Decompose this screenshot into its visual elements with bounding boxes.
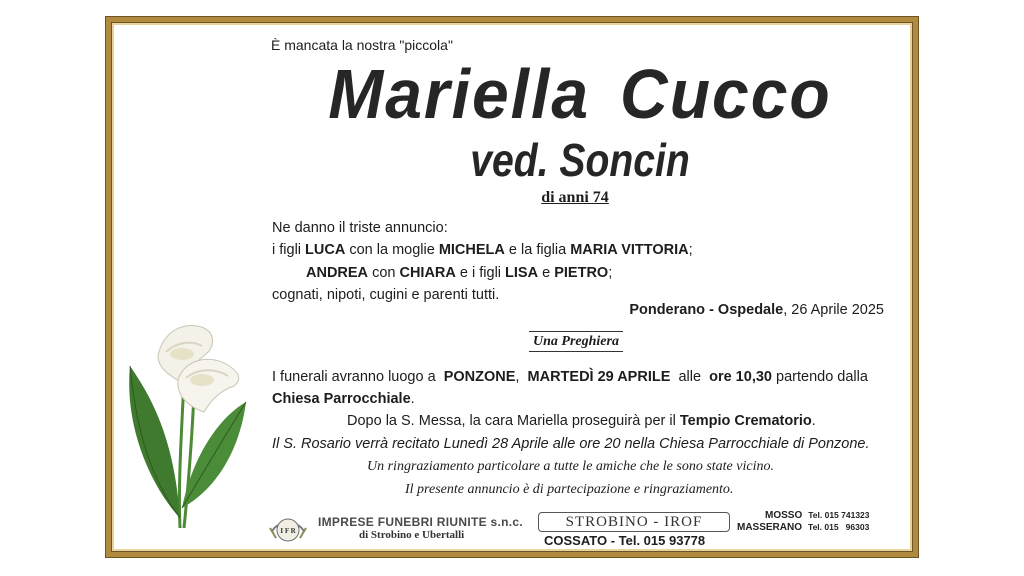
text: ,	[515, 369, 520, 385]
church: Chiesa Parrocchiale	[272, 391, 411, 407]
text: i figli	[272, 242, 302, 258]
office-phone: Tel. 015 96303	[808, 522, 870, 532]
age: di anni 74	[541, 189, 609, 206]
text: con	[372, 265, 396, 281]
funeral-day: MARTEDÌ 29 APRILE	[527, 369, 671, 385]
text: .	[811, 413, 816, 429]
text: e la figlia	[508, 242, 567, 258]
funeral-line-3	[347, 413, 816, 429]
announcement-line-4: cognati, nipoti, cugini e parenti tutti.	[272, 287, 500, 303]
relative-name: PIETRO	[554, 265, 609, 281]
company-owners: di Strobino e Ubertalli	[359, 529, 465, 541]
logo-letters: I F R	[280, 527, 296, 535]
announcement-line-1: Ne danno il triste annuncio:	[272, 220, 448, 236]
office-phone: Tel. 015 741323	[808, 510, 870, 520]
relative-name: MARIA VITTORIA	[570, 242, 689, 258]
crematorium: Tempio Crematorio	[679, 413, 812, 429]
text: alle	[678, 369, 702, 385]
announcement-line-2	[272, 242, 693, 258]
notice-line: Il presente annuncio è di partecipazione e ringraziamento.	[405, 482, 734, 497]
text: e	[542, 265, 551, 281]
place: Ponderano - Ospedale	[629, 302, 784, 318]
calla-lily-image	[122, 318, 250, 533]
relative-name: CHIARA	[399, 265, 456, 281]
office-masserano	[737, 522, 869, 533]
thanks-line: Un ringraziamento particolare a tutte le amiche che le sono state vicino.	[367, 459, 774, 474]
text: I funerali avranno luogo a	[272, 369, 436, 385]
office-name: MOSSO	[765, 510, 803, 521]
relative-name: MICHELA	[438, 242, 505, 258]
date: , 26 Aprile 2025	[783, 302, 884, 318]
text: con la moglie	[349, 242, 435, 258]
text: ;	[688, 242, 693, 258]
relative-name: LISA	[505, 265, 539, 281]
office-name: MASSERANO	[737, 522, 803, 533]
funeral-line-1	[272, 369, 868, 385]
deceased-name	[300, 54, 860, 134]
widow-of: ved. Soncin	[470, 134, 690, 186]
last-name: Cucco	[620, 55, 832, 133]
intro-text: È mancata la nostra "piccola"	[271, 37, 453, 53]
first-name: Mariella	[328, 55, 591, 133]
place-date	[629, 302, 884, 318]
child-name: ANDREA	[306, 265, 369, 281]
child-name: LUCA	[305, 242, 346, 258]
company-name: IMPRESE FUNEBRI RIUNITE s.n.c.	[318, 515, 524, 529]
prayer-link[interactable]: Una Preghiera	[529, 331, 623, 352]
text: ;	[608, 265, 613, 281]
rosary-line: Il S. Rosario verrà recitato Lunedì 28 Aprile alle ore 20 nella Chiesa Parrocchiale di Ponzone.	[272, 436, 870, 452]
text: Dopo la S. Messa, la cara Mariella proseguirà per il	[347, 413, 676, 429]
lily-flower-bottom	[178, 359, 239, 412]
text: partendo dalla	[776, 369, 868, 385]
office-mosso	[765, 510, 870, 521]
left-leaf	[129, 366, 180, 518]
cossato-phone: COSSATO - Tel. 015 93778	[544, 533, 706, 548]
funeral-line-2	[272, 391, 415, 407]
brand-box: STROBINO - IROF	[538, 512, 730, 532]
text: .	[410, 391, 415, 407]
text: e i figli	[459, 265, 502, 281]
town: PONZONE	[443, 369, 516, 385]
funeral-time: ore 10,30	[709, 369, 772, 385]
ifr-logo	[268, 512, 308, 544]
announcement-line-3	[306, 265, 612, 281]
